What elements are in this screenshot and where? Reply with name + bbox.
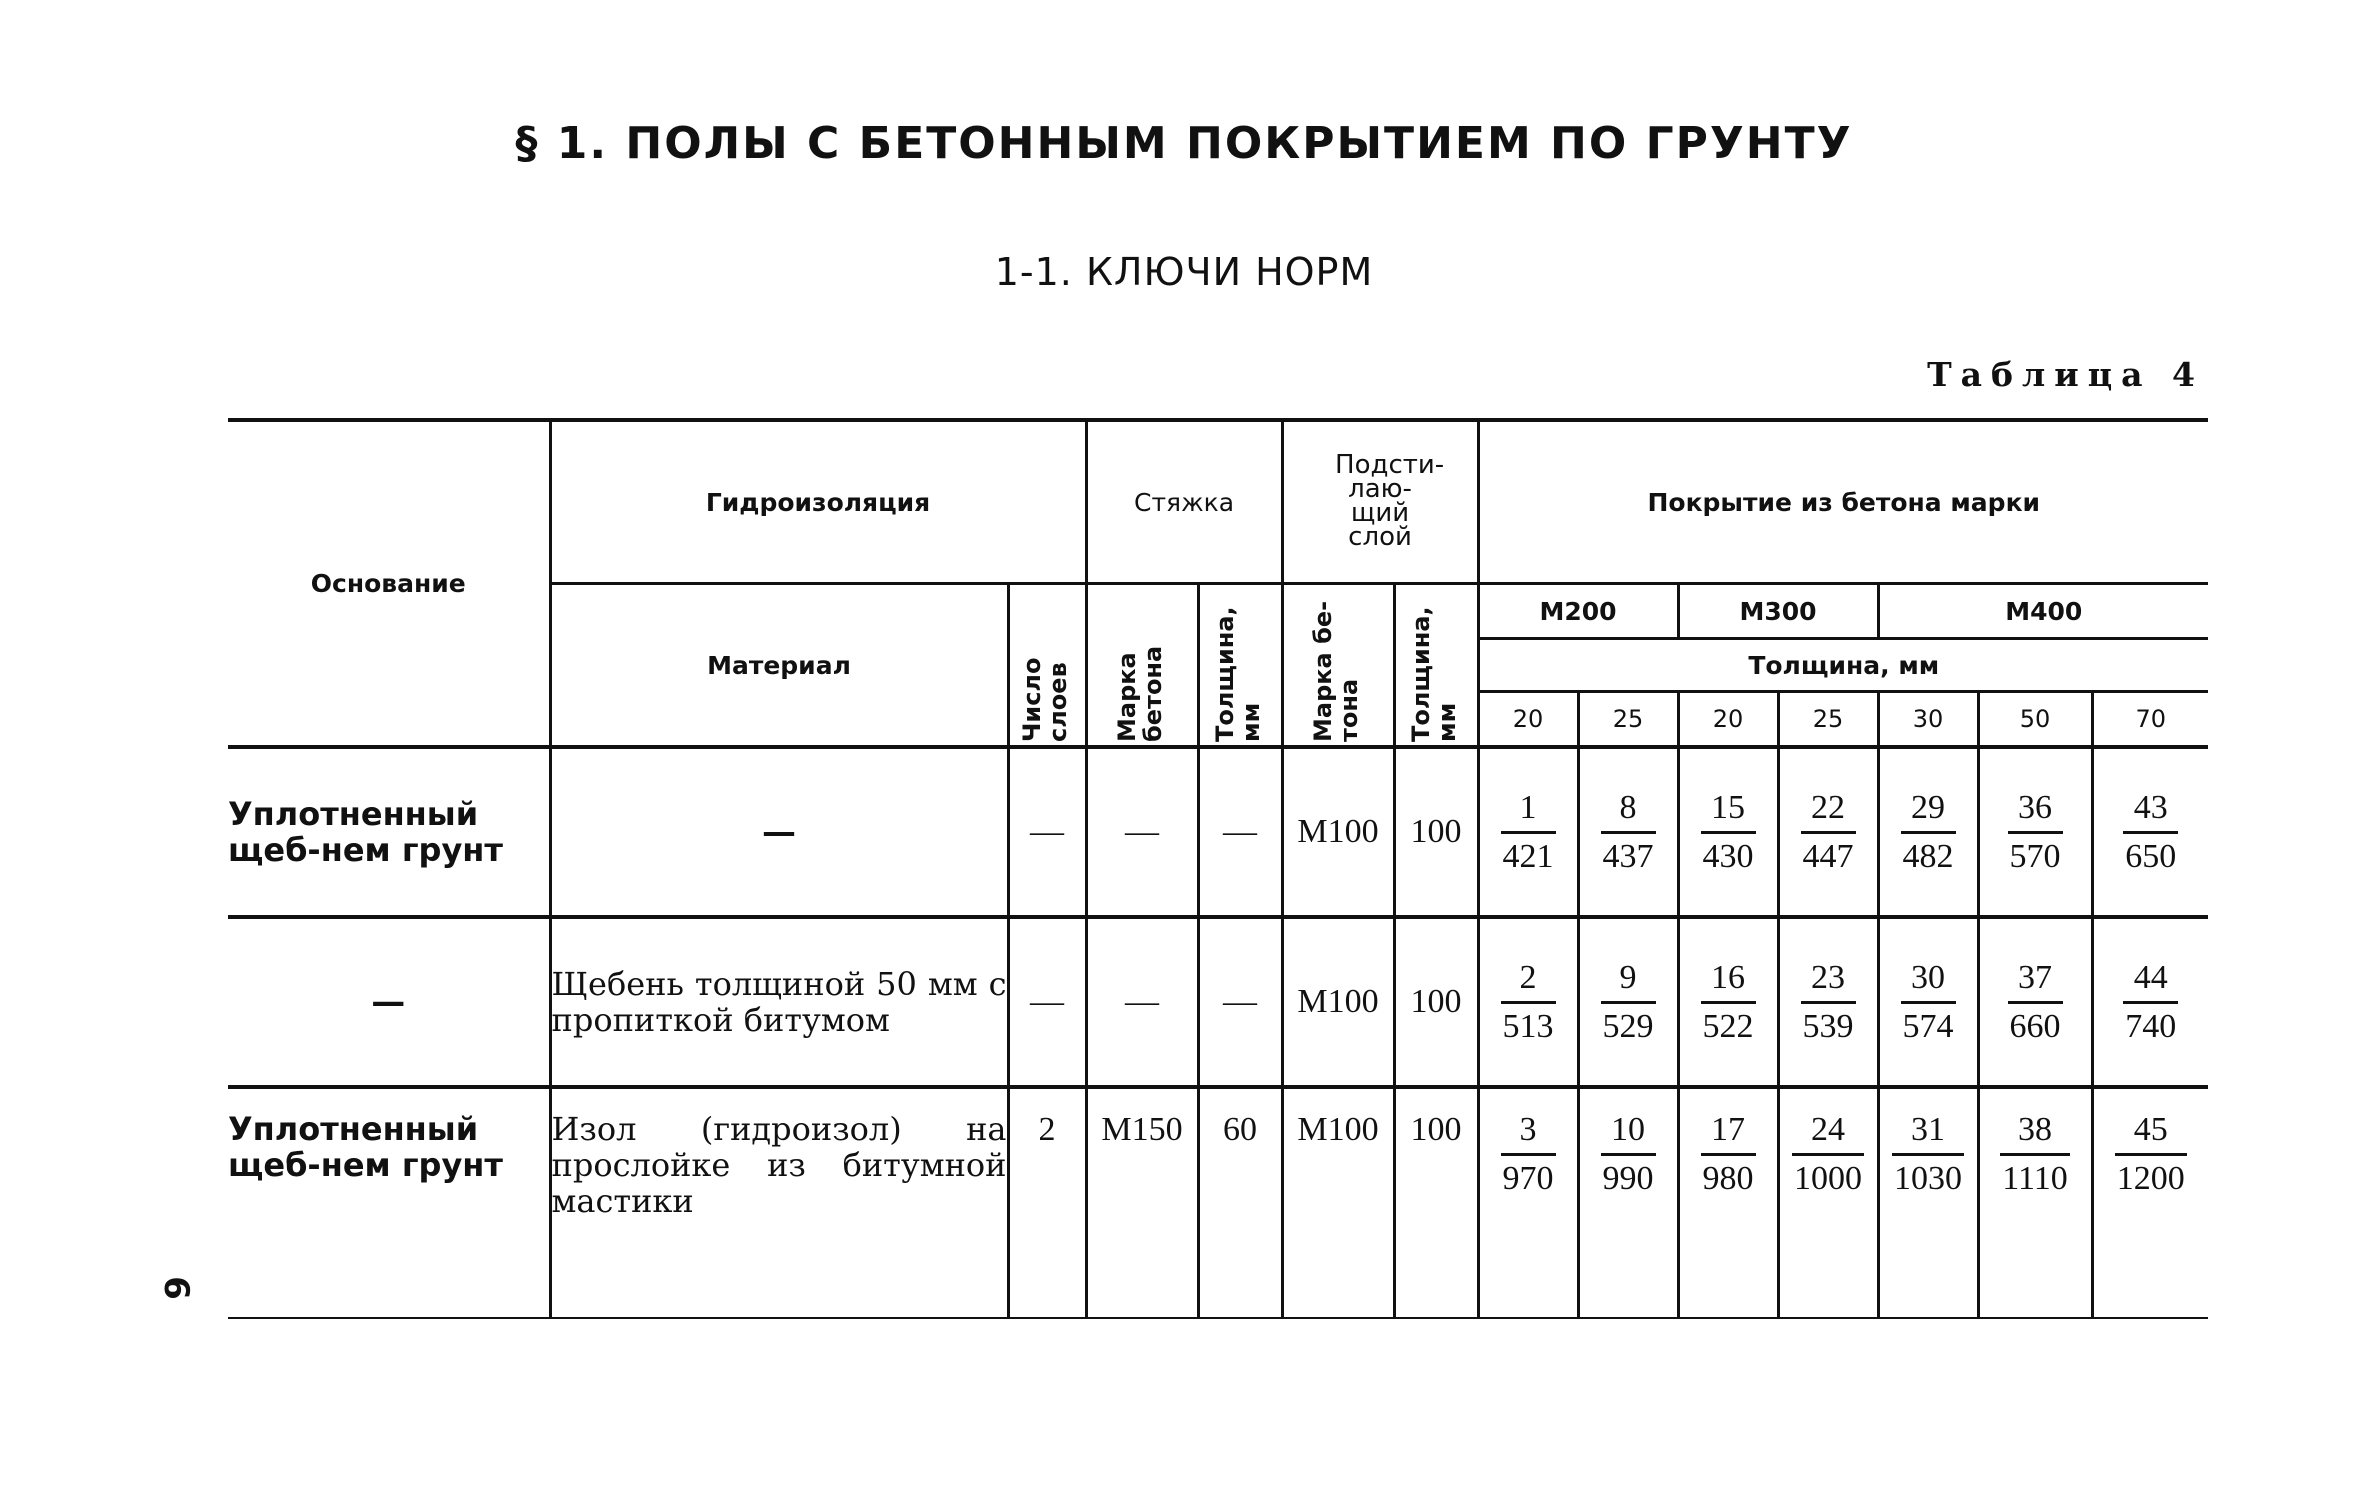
cell-key	[1978, 1087, 2092, 1318]
podst-tolshchina-text: Толщина, мм	[1407, 606, 1462, 742]
cell-screed-thickness: —	[1198, 917, 1282, 1087]
cell-key	[1778, 747, 1878, 917]
norm-number: 522	[1702, 1007, 1754, 1045]
fraction	[2123, 955, 2178, 1050]
cell-key	[1778, 917, 1878, 1087]
norm-number: 482	[1902, 837, 1954, 875]
header-pokrytie: Покрытие из бетона марки	[1478, 420, 2208, 584]
cell-base	[228, 917, 550, 1087]
fraction	[1501, 1107, 1556, 1202]
key-number: 23	[1801, 955, 1856, 1004]
cell-material: Изол (гидроизол) на прослойке из битумной мастики	[550, 1087, 1008, 1318]
cell-screed-grade: М150	[1086, 1087, 1198, 1318]
thickness-cell: 30	[1878, 692, 1978, 748]
cell-key	[1578, 1087, 1678, 1318]
header-material: Материал	[550, 584, 1008, 748]
key-number: 24	[1792, 1107, 1864, 1156]
cell-under-thickness: 100	[1394, 1087, 1478, 1318]
styazhka-marka-text: Марка бетона	[1113, 645, 1168, 742]
dash-mark: —	[762, 812, 796, 852]
norm-number: 970	[1502, 1160, 1554, 1197]
key-number: 10	[1601, 1107, 1656, 1156]
table-label: Таблица 4	[1927, 355, 2204, 394]
header-styazhka-tolshchina	[1198, 584, 1282, 748]
cell-key	[1678, 917, 1778, 1087]
cell-key	[1878, 917, 1978, 1087]
cell-under-grade: М100	[1282, 1087, 1394, 1318]
fraction	[2115, 1107, 2187, 1202]
key-number: 45	[2115, 1107, 2187, 1156]
cell-key	[1978, 747, 2092, 917]
key-number: 17	[1701, 1107, 1756, 1156]
cell-key	[1578, 917, 1678, 1087]
cell-under-grade: М100	[1282, 747, 1394, 917]
subsection-heading: 1-1. КЛЮЧИ НОРМ	[994, 250, 1374, 294]
fraction	[1801, 955, 1856, 1050]
thickness-cell: 25	[1778, 692, 1878, 748]
cell-layers: —	[1008, 917, 1086, 1087]
norms-table	[228, 418, 2208, 1319]
header-tolshchina-pokrytiya: Толщина, мм	[1478, 639, 2208, 692]
fraction	[1501, 785, 1556, 880]
key-number: 16	[1701, 955, 1756, 1004]
fraction	[1892, 1107, 1964, 1202]
thickness-cell: 20	[1678, 692, 1778, 748]
podst-marka-text: Марка бе- тона	[1309, 600, 1364, 742]
header-chislo-sloev	[1008, 584, 1086, 748]
table-row	[228, 1087, 2208, 1318]
cell-base: Уплотненный щеб-нем грунт	[228, 1087, 550, 1318]
cell-under-thickness: 100	[1394, 747, 1478, 917]
norm-number: 650	[2125, 837, 2177, 875]
fraction	[2000, 1107, 2069, 1202]
header-podst-marka	[1282, 584, 1394, 748]
norm-number: 513	[1502, 1007, 1554, 1045]
cell-key	[1478, 747, 1578, 917]
cell-key	[1478, 1087, 1578, 1318]
thickness-cell: 25	[1578, 692, 1678, 748]
key-number: 22	[1801, 785, 1856, 834]
cell-screed-thickness: 60	[1198, 1087, 1282, 1318]
fraction	[1901, 785, 1956, 880]
cell-under-thickness: 100	[1394, 917, 1478, 1087]
cell-key	[1978, 917, 2092, 1087]
key-number: 15	[1701, 785, 1756, 834]
norm-number: 570	[2009, 837, 2061, 875]
fraction	[2123, 785, 2178, 880]
fraction	[1501, 955, 1556, 1050]
key-number: 36	[2008, 785, 2063, 834]
styazhka-tolshchina-text: Толщина, мм	[1211, 606, 1266, 742]
cell-base: Уплотненный щеб-нем грунт	[228, 747, 550, 917]
table-row	[228, 747, 2208, 917]
norm-number: 447	[1802, 837, 1854, 875]
cell-screed-grade: —	[1086, 747, 1198, 917]
cell-material	[550, 747, 1008, 917]
key-number: 30	[1901, 955, 1956, 1004]
table-row	[228, 917, 2208, 1087]
key-number: 3	[1501, 1107, 1556, 1156]
norm-number: 1000	[1794, 1160, 1863, 1197]
norm-number: 980	[1702, 1160, 1754, 1197]
norm-number: 430	[1702, 837, 1754, 875]
key-number: 37	[2008, 955, 2063, 1004]
cell-key	[1578, 747, 1678, 917]
key-number: 43	[2123, 785, 2178, 834]
fraction	[2008, 785, 2063, 880]
key-number: 44	[2123, 955, 2178, 1004]
podstilayushchiy-text: Подсти- лаю- щий слой	[1335, 450, 1445, 552]
thickness-cell: 50	[1978, 692, 2092, 748]
fraction	[1701, 955, 1756, 1050]
key-number: 8	[1601, 785, 1656, 834]
fraction	[1601, 1107, 1656, 1202]
cell-key	[2092, 1087, 2208, 1318]
cell-key	[2092, 917, 2208, 1087]
norm-number: 574	[1902, 1007, 1954, 1045]
fraction	[1801, 785, 1856, 880]
norm-number: 1030	[1894, 1160, 1963, 1197]
fraction	[1901, 955, 1956, 1050]
cell-layers: —	[1008, 747, 1086, 917]
cell-key	[1778, 1087, 1878, 1318]
header-m400: М400	[1878, 584, 2208, 639]
key-number: 2	[1501, 955, 1556, 1004]
thickness-cell: 70	[2092, 692, 2208, 748]
norm-number: 529	[1602, 1007, 1654, 1045]
cell-under-grade: М100	[1282, 917, 1394, 1087]
header-podstilayushchiy	[1282, 420, 1478, 584]
cell-key	[1878, 1087, 1978, 1318]
cell-layers: 2	[1008, 1087, 1086, 1318]
header-styazhka: Стяжка	[1086, 420, 1282, 584]
norm-number: 1200	[2116, 1160, 2185, 1197]
cell-screed-thickness: —	[1198, 747, 1282, 917]
cell-screed-grade: —	[1086, 917, 1198, 1087]
header-podst-tolshchina	[1394, 584, 1478, 748]
dash-mark: —	[371, 982, 406, 1022]
norm-number: 990	[1602, 1160, 1654, 1197]
norm-number: 437	[1602, 837, 1654, 875]
cell-key	[2092, 747, 2208, 917]
header-gidroizolyaciya: Гидроизоляция	[550, 420, 1086, 584]
norm-number: 1110	[2002, 1160, 2068, 1197]
header-m300: М300	[1678, 584, 1878, 639]
key-number: 31	[1892, 1107, 1964, 1156]
norm-number: 421	[1502, 837, 1554, 875]
fraction	[1701, 1107, 1756, 1202]
page-number: 6	[156, 1276, 196, 1300]
cell-key	[1878, 747, 1978, 917]
key-number: 38	[2000, 1107, 2069, 1156]
key-number: 29	[1901, 785, 1956, 834]
norm-number: 660	[2009, 1007, 2061, 1045]
thickness-cell: 20	[1478, 692, 1578, 748]
fraction	[1601, 955, 1656, 1050]
fraction	[1701, 785, 1756, 880]
fraction	[1792, 1107, 1864, 1202]
fraction	[2008, 955, 2063, 1050]
norm-number: 539	[1802, 1007, 1854, 1045]
norm-number: 740	[2125, 1007, 2177, 1045]
cell-key	[1478, 917, 1578, 1087]
header-m200: М200	[1478, 584, 1678, 639]
header-styazhka-marka	[1086, 584, 1198, 748]
key-number: 1	[1501, 785, 1556, 834]
cell-material: Щебень толщиной 50 мм с пропиткой битумом	[550, 917, 1008, 1087]
cell-key	[1678, 747, 1778, 917]
cell-key	[1678, 1087, 1778, 1318]
section-heading: § 1. ПОЛЫ С БЕТОННЫМ ПОКРЫТИЕМ ПО ГРУНТУ	[515, 118, 1853, 169]
header-osnovanie: Основание	[310, 569, 466, 598]
chislo-sloev-text: Число слоев	[1018, 657, 1072, 742]
fraction	[1601, 785, 1656, 880]
key-number: 9	[1601, 955, 1656, 1004]
